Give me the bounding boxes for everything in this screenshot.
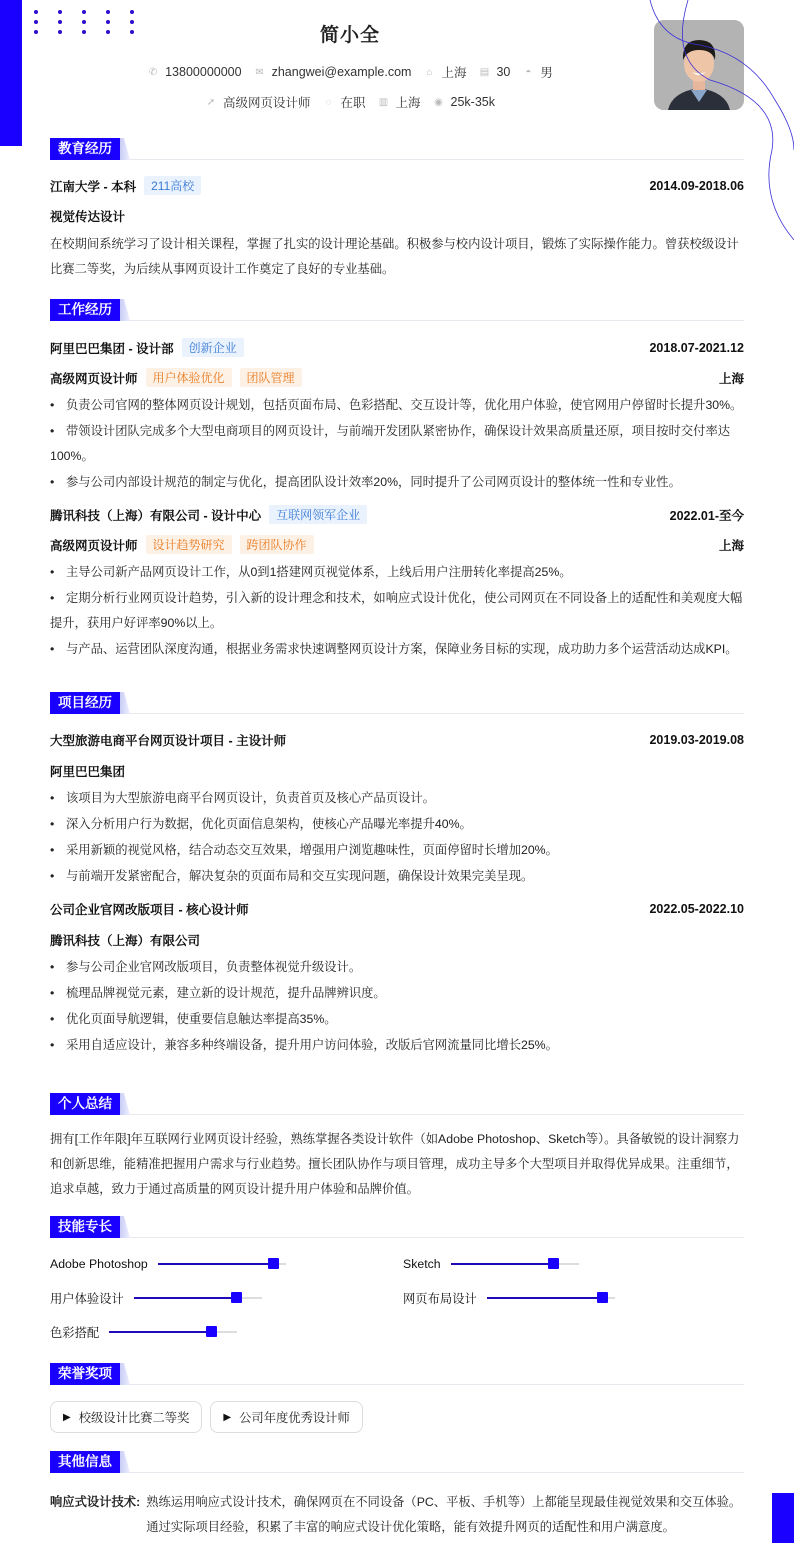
skill-name: 用户体验设计 <box>50 1292 124 1306</box>
award-item: ▶ 校级设计比赛二等奖 <box>50 1401 202 1433</box>
skill-item <box>50 1254 403 1274</box>
work-role-row <box>50 368 744 387</box>
section-title: 个人总结 <box>50 1093 120 1115</box>
section-other <box>50 1451 744 1540</box>
skill-name: Adobe Photoshop <box>50 1257 148 1271</box>
intent-city: ▥ 上海 <box>378 96 421 110</box>
list-item: • 采用新颖的视觉风格，结合动态交互效果，增强用户浏览趣味性，页面停留时长增加20%。 <box>50 838 744 863</box>
school-name: 江南大学 - 本科 <box>50 179 137 194</box>
status-icon: ◌ <box>325 96 332 108</box>
education-date: 2014.09-2018.06 <box>649 178 744 193</box>
work-item <box>50 505 744 662</box>
list-item: • 深入分析用户行为数据，优化页面信息架构，使核心产品曝光率提升40%。 <box>50 812 744 837</box>
list-item: • 梳理品牌视觉元素，建立新的设计规范，提升品牌辨识度。 <box>50 981 744 1006</box>
skill-bar <box>109 1331 237 1333</box>
skill-tag: 设计趋势研究 <box>146 535 232 554</box>
list-item: • 优化页面导航逻辑，使重要信息触达率提高35%。 <box>50 1007 744 1032</box>
list-item: • 负责公司官网的整体网页设计规划，包括页面布局、色彩搭配、交互设计等，优化用户体验，使官网用户停留时长提升30%。 <box>50 393 744 418</box>
project-company: 腾讯科技（上海）有限公司 <box>50 934 201 948</box>
skill-name: 色彩搭配 <box>50 1326 100 1340</box>
work-date: 2018.07-2021.12 <box>649 340 744 355</box>
section-title: 其他信息 <box>50 1451 120 1473</box>
skill-tag: 团队管理 <box>240 368 302 387</box>
list-item: • 采用自适应设计，兼容多种终端设备，提升用户访问体验，改版后官网流量同比增长25%。 <box>50 1033 744 1058</box>
intent-row <box>120 93 580 111</box>
intent-salary: ◉ 25k-35k <box>434 95 496 109</box>
section-skills <box>50 1216 744 1342</box>
skill-bar <box>487 1297 615 1299</box>
home-icon: ⌂ <box>426 66 433 78</box>
plane-icon: ➚ <box>206 96 216 108</box>
company-name: 阿里巴巴集团 - 设计部 <box>50 341 174 356</box>
accent-bar-left <box>0 0 22 146</box>
list-item: • 与产品、运营团队深度沟通，根据业务需求快速调整网页设计方案，保障业务目标的实现，成功助力多个运营活动达成KPI。 <box>50 637 744 662</box>
skill-knob <box>597 1292 608 1303</box>
section-title: 荣誉奖项 <box>50 1363 120 1385</box>
section-header <box>50 299 744 321</box>
company-name: 腾讯科技（上海）有限公司 - 设计中心 <box>50 508 262 523</box>
skill-name: 网页布局设计 <box>403 1292 477 1306</box>
major: 视觉传达设计 <box>50 210 126 224</box>
skill-bar <box>158 1263 286 1265</box>
section-work <box>50 299 744 663</box>
education-row <box>50 176 744 195</box>
other-item <box>50 1490 744 1540</box>
role: 高级网页设计师 <box>50 538 138 553</box>
skill-knob <box>206 1326 217 1337</box>
skill-name: Sketch <box>403 1257 441 1271</box>
project-name: 大型旅游电商平台网页设计项目 - 主设计师 <box>50 734 287 748</box>
other-text: 熟练运用响应式设计技术，确保网页在不同设备（PC、平板、手机等）上都能呈现最佳视觉效果和交互体验。通过实际项目经验，积累了丰富的响应式设计优化策略，能有效提升网页的适配性和用户满意度。 <box>146 1495 742 1534</box>
section-header <box>50 1093 744 1115</box>
intent-position: ➚ 高级网页设计师 <box>206 96 311 110</box>
contact-email: ✉ zhangwei@example.com <box>255 65 412 79</box>
section-education <box>50 138 744 282</box>
project-company-row <box>50 762 744 780</box>
work-bullets <box>50 560 744 662</box>
project-item <box>50 900 744 1058</box>
project-name: 公司企业官网改版项目 - 核心设计师 <box>50 903 249 917</box>
section-awards <box>50 1363 744 1433</box>
contact-row <box>120 63 580 81</box>
section-title: 项目经历 <box>50 692 120 714</box>
list-item: • 带领设计团队完成多个大型电商项目的网页设计，与前端开发团队紧密协作，确保设计效果高质量还原，项目按时交付率达100%。 <box>50 419 744 469</box>
work-city: 上海 <box>718 371 744 386</box>
project-company-row <box>50 931 744 949</box>
intent-status: ◌ 在职 <box>323 93 366 111</box>
work-company-row <box>50 505 744 524</box>
section-title: 工作经历 <box>50 299 120 321</box>
contact-age: ▤ 30 <box>479 65 511 79</box>
section-title: 技能专长 <box>50 1216 120 1238</box>
education-desc: 在校期间系统学习了设计相关课程，掌握了扎实的设计理论基础。积极参与校内设计项目，锻炼了实际操作能力。曾获校级设计比赛二等奖，为后续从事网页设计工作奠定了良好的专业基础。 <box>50 237 739 276</box>
school-tag: 211高校 <box>144 176 201 195</box>
list-item: • 参与公司内部设计规范的制定与优化，提高团队设计效率20%，同时提升了公司网页设计的整体统一性和专业性。 <box>50 470 744 495</box>
work-bullets <box>50 393 744 495</box>
list-item: • 与前端开发紧密配合，解决复杂的页面布局和交互实现问题，确保设计效果完美呈现。 <box>50 864 744 889</box>
skill-item <box>403 1288 744 1308</box>
role: 高级网页设计师 <box>50 371 138 386</box>
list-item: • 定期分析行业网页设计趋势，引入新的设计理念和技术，如响应式设计优化，使公司网页在不同设备上的适配性和美观度大幅提升，获用户好评率90%以上。 <box>50 586 744 636</box>
skill-item <box>50 1322 403 1342</box>
project-date: 2019.03-2019.08 <box>649 733 744 747</box>
skill-tag: 用户体验优化 <box>146 368 232 387</box>
candidate-name: 简小全 <box>319 25 380 46</box>
salary-icon: ◉ <box>434 96 443 108</box>
company-tag: 创新企业 <box>182 338 244 357</box>
project-date: 2022.05-2022.10 <box>649 902 744 916</box>
mail-icon: ✉ <box>255 66 264 78</box>
major-row <box>50 207 744 225</box>
award-item: ▶ 公司年度优秀设计师 <box>210 1401 362 1433</box>
skill-item <box>403 1254 744 1274</box>
list-item: • 主导公司新产品网页设计工作，从0到1搭建网页视觉体系，上线后用户注册转化率提高25%。 <box>50 560 744 585</box>
work-company-row <box>50 338 744 357</box>
section-projects <box>50 692 744 1059</box>
section-summary <box>50 1093 744 1202</box>
section-header <box>50 1451 744 1473</box>
section-header <box>50 1363 744 1385</box>
section-title: 教育经历 <box>50 138 120 160</box>
section-header <box>50 692 744 714</box>
age-icon: ▤ <box>479 66 490 78</box>
section-header <box>50 138 744 160</box>
other-label: 响应式设计技术: <box>50 1495 141 1509</box>
phone-icon: ✆ <box>148 66 158 78</box>
skill-bar <box>451 1263 579 1265</box>
project-row <box>50 731 744 749</box>
project-company: 阿里巴巴集团 <box>50 765 126 779</box>
triangle-icon: ▶ <box>223 1411 232 1423</box>
contact-city: ⌂ 上海 <box>423 63 466 81</box>
project-item <box>50 731 744 889</box>
list-item: • 该项目为大型旅游电商平台网页设计，负责首页及核心产品页设计。 <box>50 786 744 811</box>
building-icon: ▥ <box>378 96 389 108</box>
awards-list <box>50 1401 744 1433</box>
skill-bar <box>134 1297 262 1299</box>
company-tag: 互联网领军企业 <box>269 505 367 524</box>
skill-tag: 跨团队协作 <box>240 535 314 554</box>
gender-icon: ◓ <box>525 66 532 78</box>
contact-phone: ✆ 13800000000 <box>148 65 242 79</box>
skill-knob <box>268 1258 279 1269</box>
skill-item <box>50 1288 403 1308</box>
project-bullets <box>50 955 744 1058</box>
accent-bar-right <box>772 1493 794 1543</box>
section-header <box>50 1216 744 1238</box>
project-bullets <box>50 786 744 889</box>
contact-gender: ◓ 男 <box>522 63 553 81</box>
skill-knob <box>231 1292 242 1303</box>
work-role-row <box>50 535 744 554</box>
triangle-icon: ▶ <box>63 1411 71 1423</box>
summary-text: 拥有[工作年限]年互联网行业网页设计经验，熟练掌握各类设计软件（如Adobe Photoshop、Sketch等）。具备敏锐的设计洞察力和创新思维，能精准把握用户需求与行业趋势。擅长团队协作与项目管理，成功主导多个大型项目并取得优异成果。注重细节，追求卓越，致力于通过高质量的网页设计提升用户体验和品牌价值。 <box>50 1132 740 1196</box>
project-row <box>50 900 744 918</box>
list-item: • 参与公司企业官网改版项目，负责整体视觉升级设计。 <box>50 955 744 980</box>
skill-knob <box>548 1258 559 1269</box>
resume-header <box>120 0 580 111</box>
avatar <box>654 20 744 110</box>
skills-grid <box>50 1254 744 1342</box>
work-date: 2022.01-至今 <box>669 508 744 523</box>
work-city: 上海 <box>718 538 744 553</box>
work-item <box>50 338 744 495</box>
